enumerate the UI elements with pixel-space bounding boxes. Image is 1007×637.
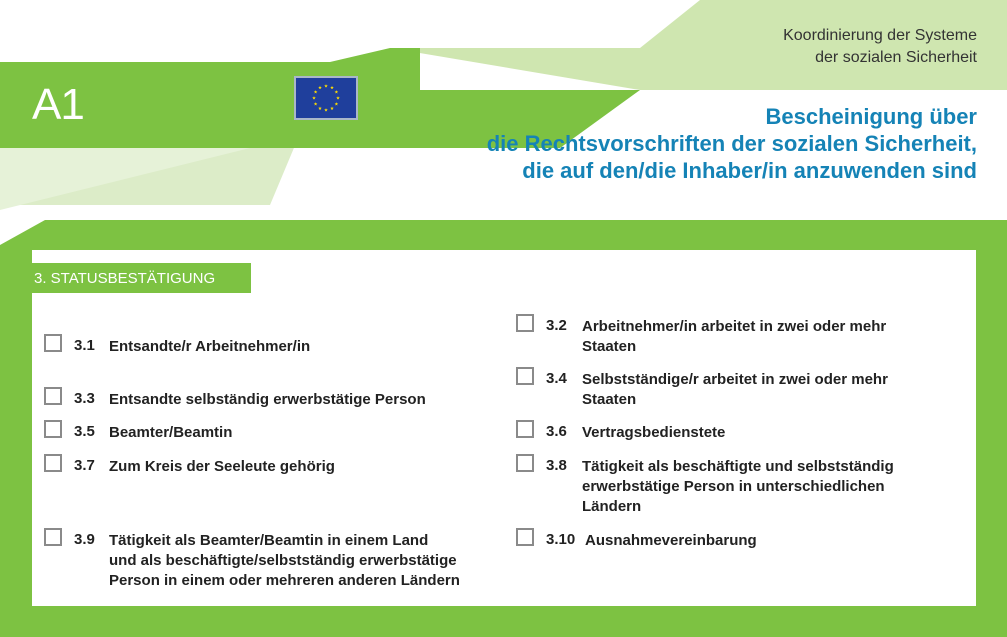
coordination-line: der sozialen Sicherheit [815,49,977,66]
item-number: 3.2 [546,317,567,334]
item-text [109,531,460,591]
eu-flag-icon [294,76,358,120]
item-line: erwerbstätige Person in unterschiedlichen [582,478,885,495]
item-line: Tätigkeit als Beamter/Beamtin in einem Land [109,532,429,549]
title-line: die auf den/die Inhaber/in anzuwenden sind [522,158,977,183]
item-number: 3.7 [74,457,95,474]
checkbox-icon[interactable] [516,420,534,438]
document-title [487,103,977,184]
item-line: Vertragsbedienstete [582,424,726,441]
item-line: Entsandte/r Arbeitnehmer/in [109,338,311,355]
item-line: Ländern [582,498,642,515]
checkbox-icon[interactable] [44,387,62,405]
item-text [585,531,757,551]
item-number: 3.9 [74,531,95,548]
item-text [582,317,886,357]
form-code-label: A1 [32,80,84,129]
title-line: die Rechtsvorschriften der sozialen Sicherheit, [486,131,977,156]
item-line: Staaten [582,338,637,355]
checkbox-icon[interactable] [44,420,62,438]
item-text [109,457,335,477]
item-number: 3.1 [74,337,95,354]
item-number: 3.3 [74,390,95,407]
checkbox-icon[interactable] [516,314,534,332]
coordination-heading [783,25,977,69]
checkbox-icon[interactable] [516,454,534,472]
item-line: Zum Kreis der Seeleute gehörig [109,458,335,475]
checkbox-icon[interactable] [516,367,534,385]
item-line: Ausnahmevereinbarung [585,532,757,549]
item-line: Entsandte selbständig erwerbstätige Person [109,391,426,408]
item-line: Arbeitnehmer/in arbeitet in zwei oder mehr [582,318,887,335]
checkbox-icon[interactable] [44,528,62,546]
item-line: Person in einem oder mehreren anderen Ländern [109,572,460,589]
section-title: 3. STATUSBESTÄTIGUNG [32,263,251,293]
item-text [109,390,426,410]
item-text [109,337,310,357]
eu-flag-graphic [296,78,356,118]
item-text [582,423,725,443]
checkbox-icon[interactable] [44,454,62,472]
checkbox-icon[interactable] [516,528,534,546]
item-text [109,423,232,443]
title-line: Bescheinigung über [765,104,977,129]
item-number: 3.8 [546,457,567,474]
checkbox-icon[interactable] [44,334,62,352]
item-number: 3.6 [546,423,567,440]
item-text [582,370,888,410]
flag-field [296,78,356,118]
item-number: 3.4 [546,370,567,387]
coordination-line: Koordinierung der Systeme [783,27,977,44]
item-line: Tätigkeit als beschäftigte und selbstständig [582,458,894,475]
item-number: 3.5 [74,423,95,440]
item-line: Staaten [582,391,637,408]
item-line: Selbstständige/r arbeitet in zwei oder mehr [582,371,888,388]
item-number: 3.10 [546,531,576,548]
item-line: und als beschäftigte/selbstständig erwerbstätige [109,552,457,569]
item-text [582,457,894,517]
item-line: Beamter/Beamtin [109,424,233,441]
